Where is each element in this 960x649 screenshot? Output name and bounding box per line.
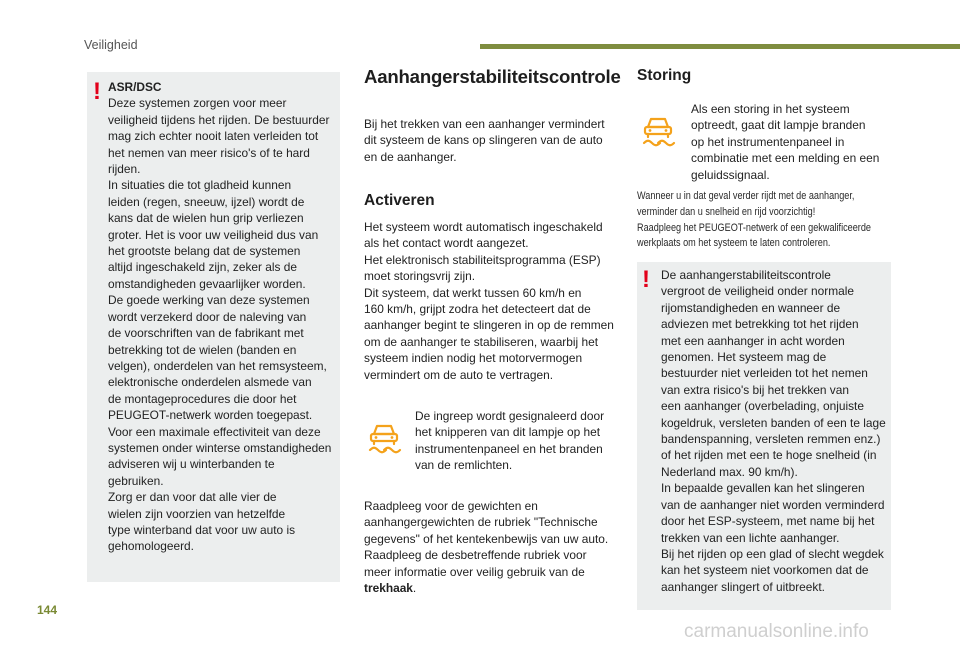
text-line: vergroot de veiligheid onder normale: [661, 284, 855, 299]
text-line: Bij het rijden op een glad of slecht wegdek: [661, 546, 884, 561]
text-line: vermindert om de auto te vertragen.: [364, 367, 554, 382]
text-line: moet storingsvrij zijn.: [364, 269, 476, 284]
trekhaak-link: trekhaak: [364, 581, 413, 596]
text-line: altijd ingeschakeld zijn, zeker als de: [108, 260, 298, 275]
text-line: bandenspanning, versleten remmen enz.): [661, 432, 881, 447]
trailer-stability-fault-icon: [640, 111, 676, 147]
text-line: De aanhangerstabiliteitscontrole: [661, 268, 831, 282]
watermark: carmanualsonline.info: [684, 621, 869, 642]
text-line: meer informatie over veilig gebruik van de: [364, 564, 585, 579]
text-line: instrumentenpaneel en het branden: [415, 441, 603, 456]
left-warning-title: ASR/DSC: [108, 80, 162, 94]
text-line: In situaties die tot gladheid kunnen: [108, 178, 292, 193]
section-accent-bar: [480, 44, 960, 49]
text-line: van de remlichten.: [415, 458, 513, 473]
left-warning-text: [108, 79, 338, 555]
text-line: optreedt, gaat dit lampje branden: [691, 118, 866, 133]
storing-note: [637, 189, 871, 252]
storing-heading: Storing: [637, 67, 692, 84]
text-line: omstandigheden gevaarlijker worden.: [108, 276, 306, 291]
text-line: dit systeem de kans op slingeren van de auto: [364, 133, 603, 148]
text-line: Deze systemen zorgen voor meer: [108, 96, 287, 111]
text-line: systemen onder winterse omstandigheden: [108, 440, 332, 455]
text-line: systeem indien nodig het motorvermogen: [364, 351, 583, 366]
text-line: veiligheid tijdens het rijden. De bestuurder: [108, 112, 330, 127]
text-line: en de aanhanger.: [364, 149, 457, 164]
text-line: de montageprocedures die door het: [108, 391, 297, 406]
text-line: wielen zijn voorzien van hetzelfde: [108, 506, 286, 521]
text-line: verminder dan u snelheid en rijd voorzichtig!: [637, 205, 816, 218]
text-line: kogeldruk, versleten banden of een te lage: [661, 415, 886, 430]
intro-paragraph: [364, 116, 614, 165]
text-line: van de aanhanger niet worden verminderd: [661, 497, 885, 512]
refer-end: .: [412, 581, 417, 596]
text-line: Raadpleeg voor de gewichten en: [364, 499, 538, 513]
text-line: een aanhanger (overbelading, onjuiste: [661, 399, 864, 414]
text-line: om de aanhanger te stabiliseren, waarbij het: [364, 334, 598, 349]
text-line: bestuurder niet verleiden tot het nemen: [661, 366, 868, 381]
text-line: type winterband dat voor uw auto is: [108, 522, 296, 537]
text-line: aanhanger slingert of uitbreekt.: [661, 579, 825, 594]
text-line: aanhanger begint te slingeren in op de remmen: [364, 318, 614, 333]
text-line: Het elektronisch stabiliteitsprogramma (ESP): [364, 252, 601, 267]
text-line: het grootste belang dat de systemen: [108, 244, 301, 259]
text-line: Dit systeem, dat werkt tussen 60 km/h en: [364, 285, 582, 300]
text-line: aanhangergewichten de rubriek "Technische: [364, 515, 598, 530]
page-number: 144: [37, 603, 58, 617]
text-line: 160 km/h, grijpt zodra het detecteert dat de: [364, 302, 591, 317]
text-line: Raadpleeg de desbetreffende rubriek voor: [364, 548, 587, 563]
text-line: gegevens" of het kentekenbewijs van uw auto.: [364, 531, 609, 546]
storing-icon-text: [691, 101, 891, 183]
text-line: wordt verzekerd door de naleving van: [108, 309, 307, 324]
text-line: De ingreep wordt gesignaleerd door: [415, 409, 605, 423]
text-line: gehomologeerd.: [108, 539, 194, 554]
text-line: mag zich echter nooit laten verleiden tot: [108, 129, 319, 144]
text-line: rijden.: [108, 162, 141, 177]
text-line: geluidssignaal.: [691, 167, 770, 182]
text-line: door het ESP-systeem, met name bij het: [661, 514, 875, 529]
text-line: De goede werking van deze systemen: [108, 293, 310, 308]
text-line: adviezen met betrekking tot het rijden: [661, 317, 859, 332]
text-line: de voorschriften van de fabrikant met: [108, 326, 304, 341]
activeren-heading: Activeren: [364, 192, 435, 209]
text-line: Nederland max. 90 km/h).: [661, 464, 798, 479]
refer-paragraph: [364, 498, 619, 596]
text-line: het knipperen van dit lampje op het: [415, 425, 601, 440]
text-line: het nemen van meer risico's of te hard: [108, 145, 310, 160]
text-line: Het systeem wordt automatisch ingeschakeld: [364, 220, 603, 234]
activeren-paragraph: [364, 219, 619, 383]
text-line: kan het systeem niet voorkomen dat de: [661, 563, 869, 578]
text-line: adviseren wij u winterbanden te: [108, 457, 275, 472]
trailer-stability-warning-icon: [366, 418, 402, 454]
text-line: Raadpleeg het PEUGEOT-netwerk of een gekwalificeerde: [637, 221, 871, 234]
text-line: rijomstandigheden en wanneer de: [661, 300, 841, 315]
text-line: met een aanhanger in acht worden: [661, 333, 845, 348]
text-line: betrekking tot de wielen (banden en: [108, 342, 297, 357]
activeren-icon-text: [415, 408, 615, 474]
text-line: op het instrumentenpaneel in: [691, 134, 845, 149]
text-line: werkplaats om het systeem te laten controleren.: [637, 237, 831, 250]
text-line: Bij het trekken van een aanhanger vermindert: [364, 117, 605, 131]
section-label: Veiligheid: [84, 38, 138, 52]
text-line: gebruiken.: [108, 473, 164, 488]
text-line: kans dat de wielen hun grip verliezen: [108, 211, 304, 226]
exclamation-icon: !: [93, 78, 101, 105]
text-line: als het contact wordt aangezet.: [364, 236, 529, 251]
text-line: elektronische onderdelen alsmede van: [108, 375, 312, 390]
page-title: Aanhangerstabiliteitscontrole: [364, 66, 621, 87]
text-line: Als een storing in het systeem: [691, 102, 850, 116]
text-line: trekken van een lichte aanhanger.: [661, 530, 840, 545]
text-line: van extra risico's bij het trekken van: [661, 382, 849, 397]
text-line: Wanneer u in dat geval verder rijdt met de aanhanger,: [637, 190, 855, 202]
text-line: of het rijden met een te hoge snelheid (in: [661, 448, 877, 463]
text-line: leiden (regen, sneeuw, ijzel) wordt de: [108, 194, 305, 209]
text-line: genomen. Het systeem mag de: [661, 350, 827, 365]
right-warning-text: [661, 267, 889, 595]
text-line: PEUGEOT-netwerk worden toegepast.: [108, 408, 313, 423]
text-line: velgen), onderdelen van het remsysteem,: [108, 358, 327, 373]
text-line: groter. Het is voor uw veiligheid dus van: [108, 227, 319, 242]
text-line: Voor een maximale effectiviteit van deze: [108, 424, 321, 439]
text-line: In bepaalde gevallen kan het slingeren: [661, 481, 865, 496]
text-line: combinatie met een melding en een: [691, 151, 880, 166]
text-line: Zorg er dan voor dat alle vier de: [108, 490, 277, 505]
exclamation-icon: !: [642, 266, 650, 293]
